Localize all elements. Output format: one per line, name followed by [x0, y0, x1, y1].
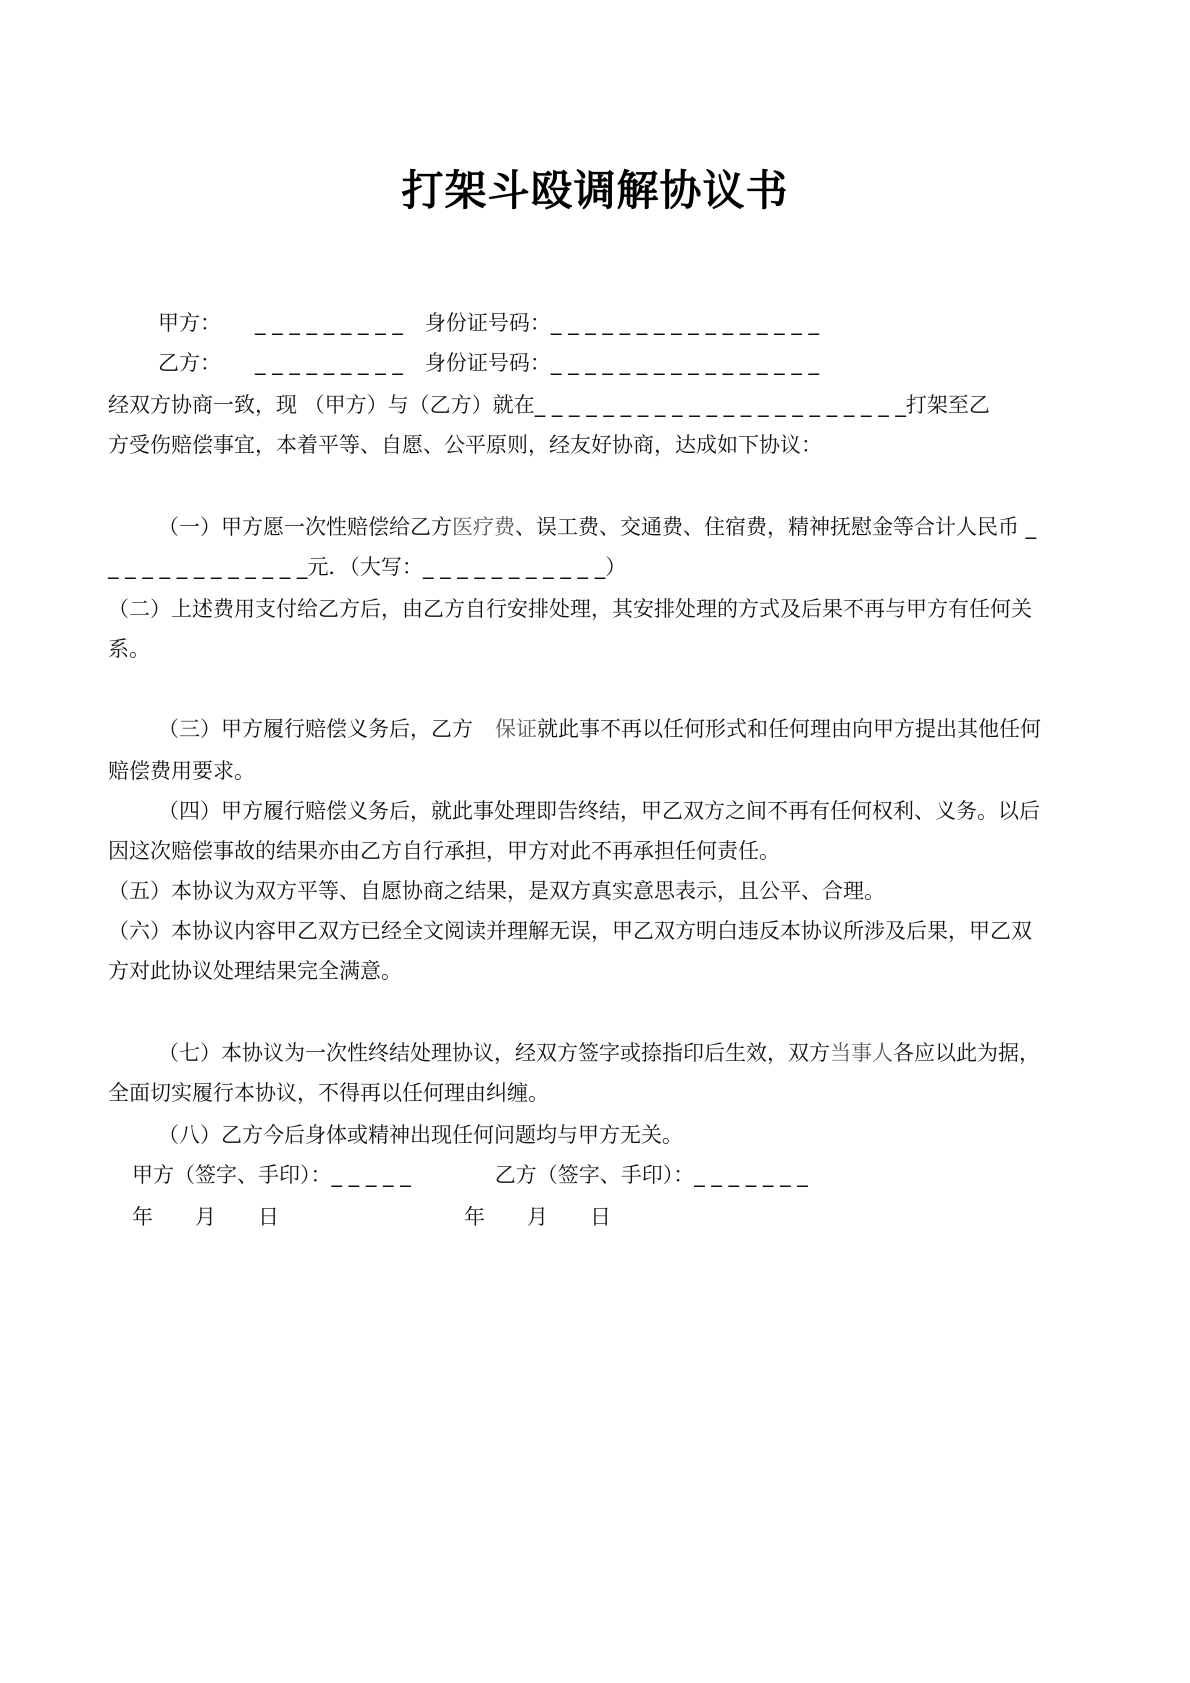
yi-date-year: 年 — [464, 1205, 485, 1229]
date-row — [132, 1202, 1090, 1232]
yi-date-month: 月 — [527, 1205, 548, 1229]
jia-date-day: 日 — [258, 1205, 279, 1229]
intro-line-2: 方受伤赔偿事宜，本着平等、自愿、公平原则，经友好协商，达成如下协议： — [108, 433, 822, 457]
party-jia-id-blank: _ _ _ _ _ _ _ _ _ _ _ _ _ _ _ _ — [550, 311, 820, 335]
jia-date-year: 年 — [132, 1205, 153, 1229]
clause-4-line-2: 因这次赔偿事故的结果亦由乙方自行承担，甲方对此不再承担任何责任。 — [108, 839, 780, 863]
clause-4-line-1: （四）甲方履行赔偿义务后，就此事处理即告终结，甲乙双方之间不再有任何权利、义务。以后 — [158, 799, 1040, 823]
clause-6-line-1: （六）本协议内容甲乙双方已经全文阅读并理解无误，甲乙双方明白违反本协议所涉及后果，甲乙双 — [108, 919, 1032, 943]
clause-3-text-a: （三）甲方履行赔偿义务后，乙方 — [158, 717, 473, 741]
clause-1-text-b: 、误工费、交通费、住宿费，精神抚慰金等合计人民币 _ — [515, 515, 1037, 539]
party-jia-id-label: 身份证号码： — [424, 311, 551, 335]
clause-2-line-2: 系。 — [108, 637, 150, 661]
clause-3-line-2: 赔偿费用要求。 — [108, 759, 255, 783]
clause-1-line-1 — [158, 512, 1090, 542]
clause-1-capital-blank: _ _ _ _ _ _ _ _ _ _ _ — [422, 555, 606, 579]
clause-3-guarantee-link: 保证 — [495, 717, 537, 741]
party-yi-label: 乙方： — [158, 351, 221, 375]
jia-signature-label: 甲方（签字、手印）： — [132, 1163, 332, 1187]
clause-7-line-1 — [158, 1038, 1090, 1068]
clause-1-line-2 — [108, 552, 1090, 582]
clause-1-amount-blank: _ _ _ _ _ _ _ _ _ _ _ _ — [108, 555, 308, 579]
yi-date-day: 日 — [590, 1205, 611, 1229]
party-jia-label: 甲方： — [158, 311, 221, 335]
intro-location-blank: _ _ _ _ _ _ _ _ _ _ _ _ _ _ _ _ _ _ _ _ _ _ — [534, 393, 906, 417]
clause-8: （八）乙方今后身体或精神出现任何问题均与甲方无关。 — [158, 1123, 683, 1147]
clause-7-text-b: 各应以此为据， — [893, 1041, 1040, 1065]
yi-signature-label: 乙方（签字、手印）： — [494, 1163, 695, 1187]
party-yi-blank: _ _ _ _ _ _ _ _ _ — [255, 351, 403, 375]
clause-7-text-a: （七）本协议为一次性终结处理协议，经双方签字或捺指印后生效，双方 — [158, 1041, 830, 1065]
party-jia-blank: _ _ _ _ _ _ _ _ _ — [255, 311, 403, 335]
signature-row — [132, 1160, 1090, 1190]
clause-5: （五）本协议为双方平等、自愿协商之结果，是双方真实意思表示，且公平、合理。 — [108, 879, 885, 903]
party-yi-id-blank: _ _ _ _ _ _ _ _ _ _ _ _ _ _ _ _ — [550, 351, 820, 375]
yi-signature-blank: _ _ _ _ _ _ _ — [694, 1163, 808, 1187]
clause-1-close: ） — [605, 555, 627, 579]
party-jia-row — [158, 308, 1090, 338]
clause-3-line-1 — [158, 714, 1090, 744]
clause-1-text-a: （一）甲方愿一次性赔偿给乙方 — [158, 515, 452, 539]
intro-line-1 — [108, 390, 1090, 420]
clause-3-text-b: 就此事不再以任何形式和任何理由向甲方提出其他任何 — [537, 717, 1041, 741]
intro-text-b: 打架至乙 — [905, 393, 990, 417]
party-yi-row — [158, 348, 1090, 378]
clause-7-line-2: 全面切实履行本协议，不得再以任何理由纠缠。 — [108, 1081, 549, 1105]
party-yi-id-label: 身份证号码： — [424, 351, 551, 375]
clause-7-party-link: 当事人 — [830, 1041, 893, 1065]
clause-6-line-2: 方对此协议处理结果完全满意。 — [108, 959, 402, 983]
intro-text-a: 经双方协商一致，现 （甲方）与（乙方）就在 — [108, 393, 535, 417]
clause-2-line-1: （二）上述费用支付给乙方后，由乙方自行安排处理，其安排处理的方式及后果不再与甲方有任何关 — [108, 597, 1032, 621]
clause-1-medical-fee-link: 医疗费 — [452, 515, 515, 539]
document-title: 打架斗殴调解协议书 — [401, 166, 789, 215]
jia-date-month: 月 — [195, 1205, 216, 1229]
clause-1-amount-text: 元．（大写： — [307, 555, 423, 579]
jia-signature-blank: _ _ _ _ _ — [331, 1163, 411, 1187]
